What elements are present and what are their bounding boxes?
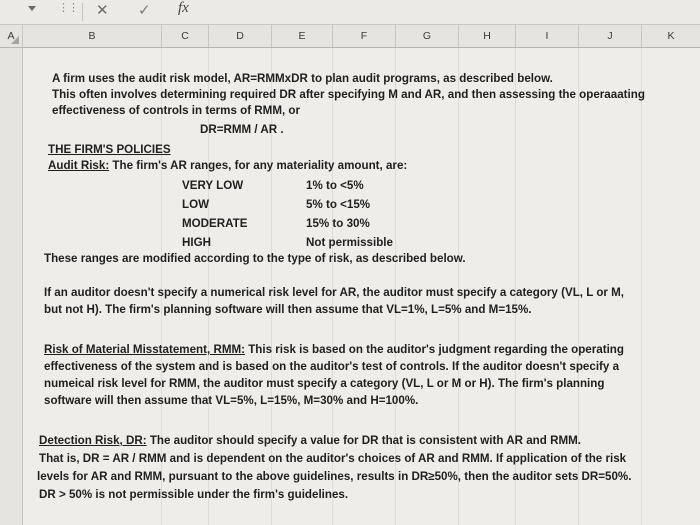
gridline bbox=[641, 48, 642, 525]
rmm-line-1 bbox=[44, 343, 624, 356]
column-header-j[interactable]: J bbox=[579, 25, 642, 47]
range-level-low: LOW bbox=[182, 198, 210, 211]
column-header-b[interactable]: B bbox=[23, 25, 162, 47]
column-header-h[interactable]: H bbox=[459, 25, 516, 47]
range-value-moderate: 15% to 30% bbox=[306, 217, 370, 230]
enter-formula-button[interactable]: ✓ bbox=[138, 2, 151, 19]
range-value-low: 5% to <15% bbox=[306, 198, 371, 211]
dr-label: Detection Risk, DR: bbox=[39, 434, 147, 447]
column-header-k[interactable]: K bbox=[642, 25, 700, 47]
rmm-line-3: numeical risk level for RMM, the auditor must specify a category (VL, L or M or H). The firm's planning bbox=[44, 377, 605, 390]
dr-line-1-text: The auditor should specify a value for DR that is consistent with AR and RMM. bbox=[146, 434, 581, 447]
dr-line-3: levels for AR and RMM, pursuant to the above guidelines, results in DR≥50%, then the auditor sets DR=50%. bbox=[37, 470, 632, 483]
range-level-moderate: MODERATE bbox=[182, 217, 248, 230]
rmm-line-1-text: This risk is based on the auditor's judgment regarding the operating bbox=[245, 343, 624, 356]
column-header-c[interactable]: C bbox=[162, 25, 209, 47]
ranges-modified-note: These ranges are modified according to the type of risk, as described below. bbox=[44, 252, 466, 265]
audit-risk-text: The firm's AR ranges, for any materiality amount, are: bbox=[109, 159, 408, 172]
ar-category-line-2: but not H). The firm's planning software will then assume that VL=1%, L=5% and M=15%. bbox=[44, 303, 532, 316]
rmm-line-2: effectiveness of the system and is based on the auditor's test of controls. If the auditor doesn't specify a bbox=[44, 360, 620, 373]
policies-heading: THE FIRM'S POLICIES bbox=[48, 143, 171, 156]
name-box-dropdown-icon[interactable] bbox=[28, 6, 36, 11]
row-header-column bbox=[0, 48, 23, 525]
intro-line-2: This often involves determining required DR after specifying M and AR, and then assessing the operaaating bbox=[52, 88, 645, 101]
cancel-formula-button[interactable]: ✕ bbox=[96, 2, 109, 19]
dr-line-4: DR > 50% is not permissible under the firm's guidelines. bbox=[39, 488, 349, 501]
column-header-g[interactable]: G bbox=[396, 25, 459, 47]
range-level-high: HIGH bbox=[182, 236, 211, 249]
audit-risk-line bbox=[48, 159, 407, 172]
column-header-a[interactable]: A bbox=[0, 25, 23, 47]
more-options-icon[interactable]: ⋮⋮ bbox=[58, 2, 78, 14]
range-value-high: Not permissible bbox=[306, 236, 393, 249]
column-header-row bbox=[0, 25, 700, 48]
ar-category-line-1: If an auditor doesn't specify a numerical risk level for AR, the auditor must specify a category (VL, L or M, bbox=[44, 286, 625, 299]
formula-bar-divider bbox=[82, 3, 83, 21]
insert-function-button[interactable]: fx bbox=[178, 0, 189, 16]
range-level-very-low: VERY LOW bbox=[182, 179, 244, 192]
audit-risk-label: Audit Risk: bbox=[48, 159, 110, 172]
rmm-line-4: software will then assume that VL=5%, L=15%, M=30% and H=100%. bbox=[44, 394, 419, 407]
dr-line-1 bbox=[39, 434, 581, 447]
range-value-very-low: 1% to <5% bbox=[306, 179, 364, 192]
dr-line-2: That is, DR = AR / RMM and is dependent on the auditor's choices of AR and RMM. If application of the risk bbox=[39, 452, 627, 465]
rmm-label: Risk of Material Misstatement, RMM: bbox=[44, 343, 245, 356]
column-header-d[interactable]: D bbox=[209, 25, 272, 47]
column-header-e[interactable]: E bbox=[272, 25, 333, 47]
intro-line-3: effectiveness of controls in terms of RMM, or bbox=[52, 104, 301, 117]
column-header-f[interactable]: F bbox=[333, 25, 396, 47]
formula-bar bbox=[0, 0, 700, 25]
dr-formula: DR=RMM / AR . bbox=[200, 123, 284, 136]
column-header-i[interactable]: I bbox=[516, 25, 579, 47]
worksheet-area[interactable] bbox=[0, 48, 700, 525]
intro-line-1: A firm uses the audit risk model, AR=RMMxDR to plan audit programs, as described below. bbox=[52, 72, 553, 85]
